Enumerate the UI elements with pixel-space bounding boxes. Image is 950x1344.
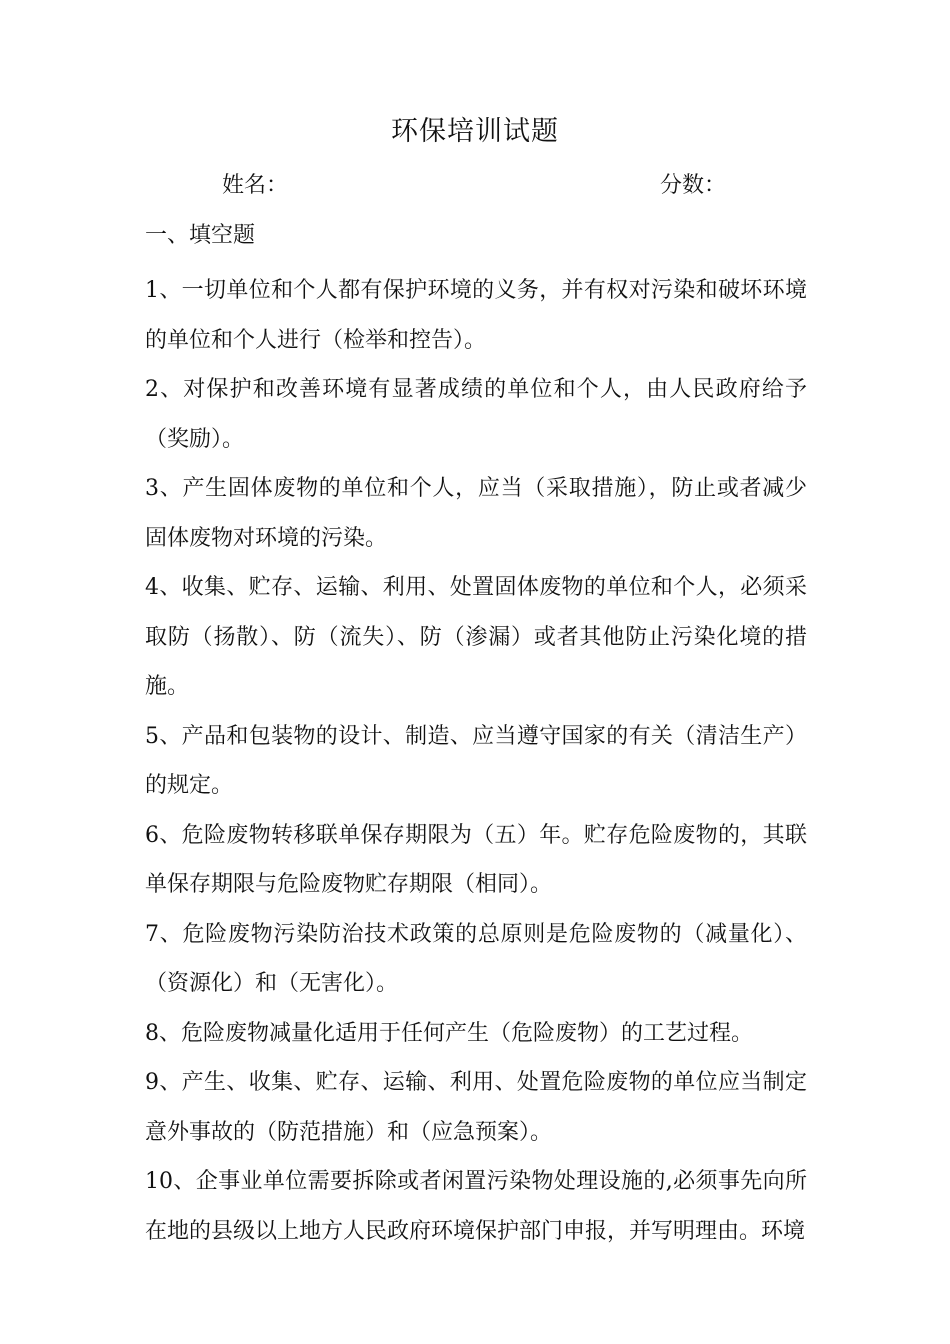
question-item: 6、危险废物转移联单保存期限为（五）年。贮存危险废物的，其联单保存期限与危险废物贮存期限（相同）。: [145, 822, 807, 897]
question-item: 8、危险废物减量化适用于任何产生（危险废物）的工艺过程。: [145, 1020, 753, 1046]
question-item: 1、一切单位和个人都有保护环境的义务，并有权对污染和破坏环境的单位和个人进行（检举和控告）。: [145, 278, 807, 353]
question-item: 9、产生、收集、贮存、运输、利用、处置危险废物的单位应当制定意外事故的（防范措施）和（应急预案）。: [145, 1070, 807, 1145]
question-item: 7、危险废物污染防治技术政策的总原则是危险废物的（减量化）、（资源化）和（无害化）。: [145, 921, 807, 996]
name-field-label: 姓名：: [222, 173, 289, 198]
document-title: 环保培训试题: [391, 116, 559, 147]
question-item: 10、企事业单位需要拆除或者闲置污染物处理设施的,必须事先向所在地的县级以上地方人民政府环境保护部门申报，并写明理由。环境: [145, 1169, 807, 1244]
question-item: 2、对保护和改善环境有显著成绩的单位和个人，由人民政府给予（奖励）。: [145, 377, 807, 452]
question-item: 5、产品和包装物的设计、制造、应当遵守国家的有关（清洁生产）的规定。: [145, 723, 807, 798]
score-field-label: 分数：: [660, 173, 727, 198]
question-item: 3、产生固体废物的单位和个人，应当（采取措施），防止或者减少固体废物对环境的污染。: [145, 476, 807, 551]
question-item: 4、收集、贮存、运输、利用、处置固体废物的单位和个人，必须采取防（扬散）、防（流失）、防（渗漏）或者其他防止污染化境的措施。: [145, 575, 807, 699]
section-heading: 一、填空题: [145, 223, 256, 248]
question-list: [145, 266, 807, 1256]
